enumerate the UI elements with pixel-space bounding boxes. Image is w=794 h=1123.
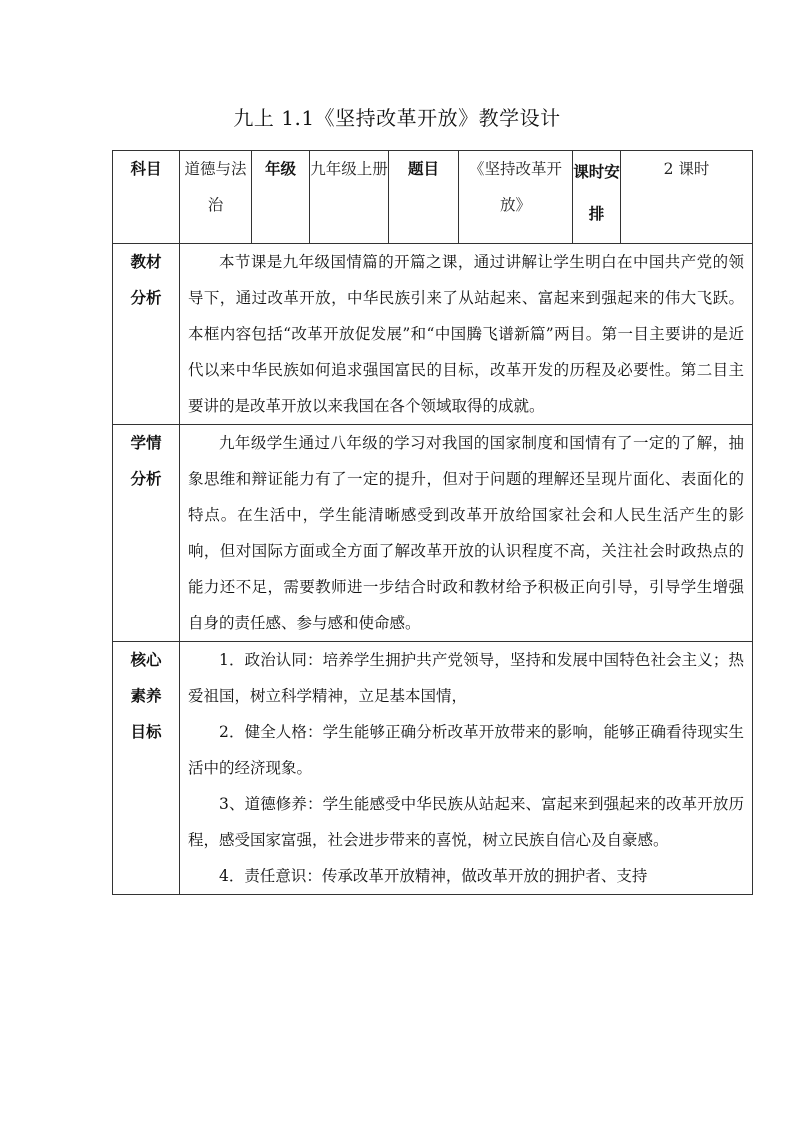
section-label: 教材 分析	[113, 244, 180, 425]
subject-label: 科目	[113, 151, 180, 244]
section-content	[180, 642, 753, 895]
paragraph: 九年级学生通过八年级的学习对我国的国家制度和国情有了一定的了解，抽象思维和辩证能力有了一定的提升，但对于问题的理解还呈现片面化、表面化的特点。在生活中，学生能清晰感受到改革开放给国家社会和人民生活产生的影响，但对国际方面或全方面了解改革开放的认识程度不高，关注社会时政热点的能力还不足，需要教师进一步结合时政和教材给予积极正向引导，引导学生增强自身的责任感、参与感和使命感。	[188, 434, 744, 632]
paragraph: 2．健全人格：学生能够正确分析改革开放带来的影响，能够正确看待现实生活中的经济现象。	[188, 723, 744, 777]
section-label: 学情 分析	[113, 425, 180, 642]
section-content	[180, 425, 753, 642]
lesson-plan-table	[112, 150, 753, 895]
topic-value: 《坚持改革开放》	[459, 151, 573, 244]
grade-label: 年级	[252, 151, 310, 244]
section-content	[180, 244, 753, 425]
section-row	[113, 425, 753, 642]
paragraph: 本节课是九年级国情篇的开篇之课，通过讲解让学生明白在中国共产党的领导下，通过改革开放，中华民族引来了从站起来、富起来到强起来的伟大飞跃。本框内容包括“改革开放促发展”和“中国腾飞谱新篇”两目。第一目主要讲的是近代以来中华民族如何追求强国富民的目标，改革开发的历程及必要性。第二目主要讲的是改革开放以来我国在各个领域取得的成就。	[188, 253, 744, 415]
subject-value: 道德与法治	[180, 151, 252, 244]
section-row	[113, 244, 753, 425]
document-title: 九上 1.1《坚持改革开放》教学设计	[233, 106, 561, 130]
grade-value: 九年级上册	[310, 151, 389, 244]
paragraph: 1．政治认同：培养学生拥护共产党领导，坚持和发展中国特色社会主义；热爱祖国，树立科学精神，立足基本国情，	[188, 651, 744, 705]
hours-label: 课时安排	[573, 151, 621, 244]
topic-label: 题目	[389, 151, 459, 244]
hours-value: 2 课时	[621, 151, 753, 244]
section-label: 核心 素养 目标	[113, 642, 180, 895]
paragraph: 3、道德修养：学生能感受中华民族从站起来、富起来到强起来的改革开放历程，感受国家富强，社会进步带来的喜悦，树立民族自信心及自豪感。	[188, 795, 744, 849]
section-row	[113, 642, 753, 895]
header-row	[113, 151, 753, 244]
paragraph: 4．责任意识：传承改革开放精神，做改革开放的拥护者、支持	[219, 867, 648, 885]
